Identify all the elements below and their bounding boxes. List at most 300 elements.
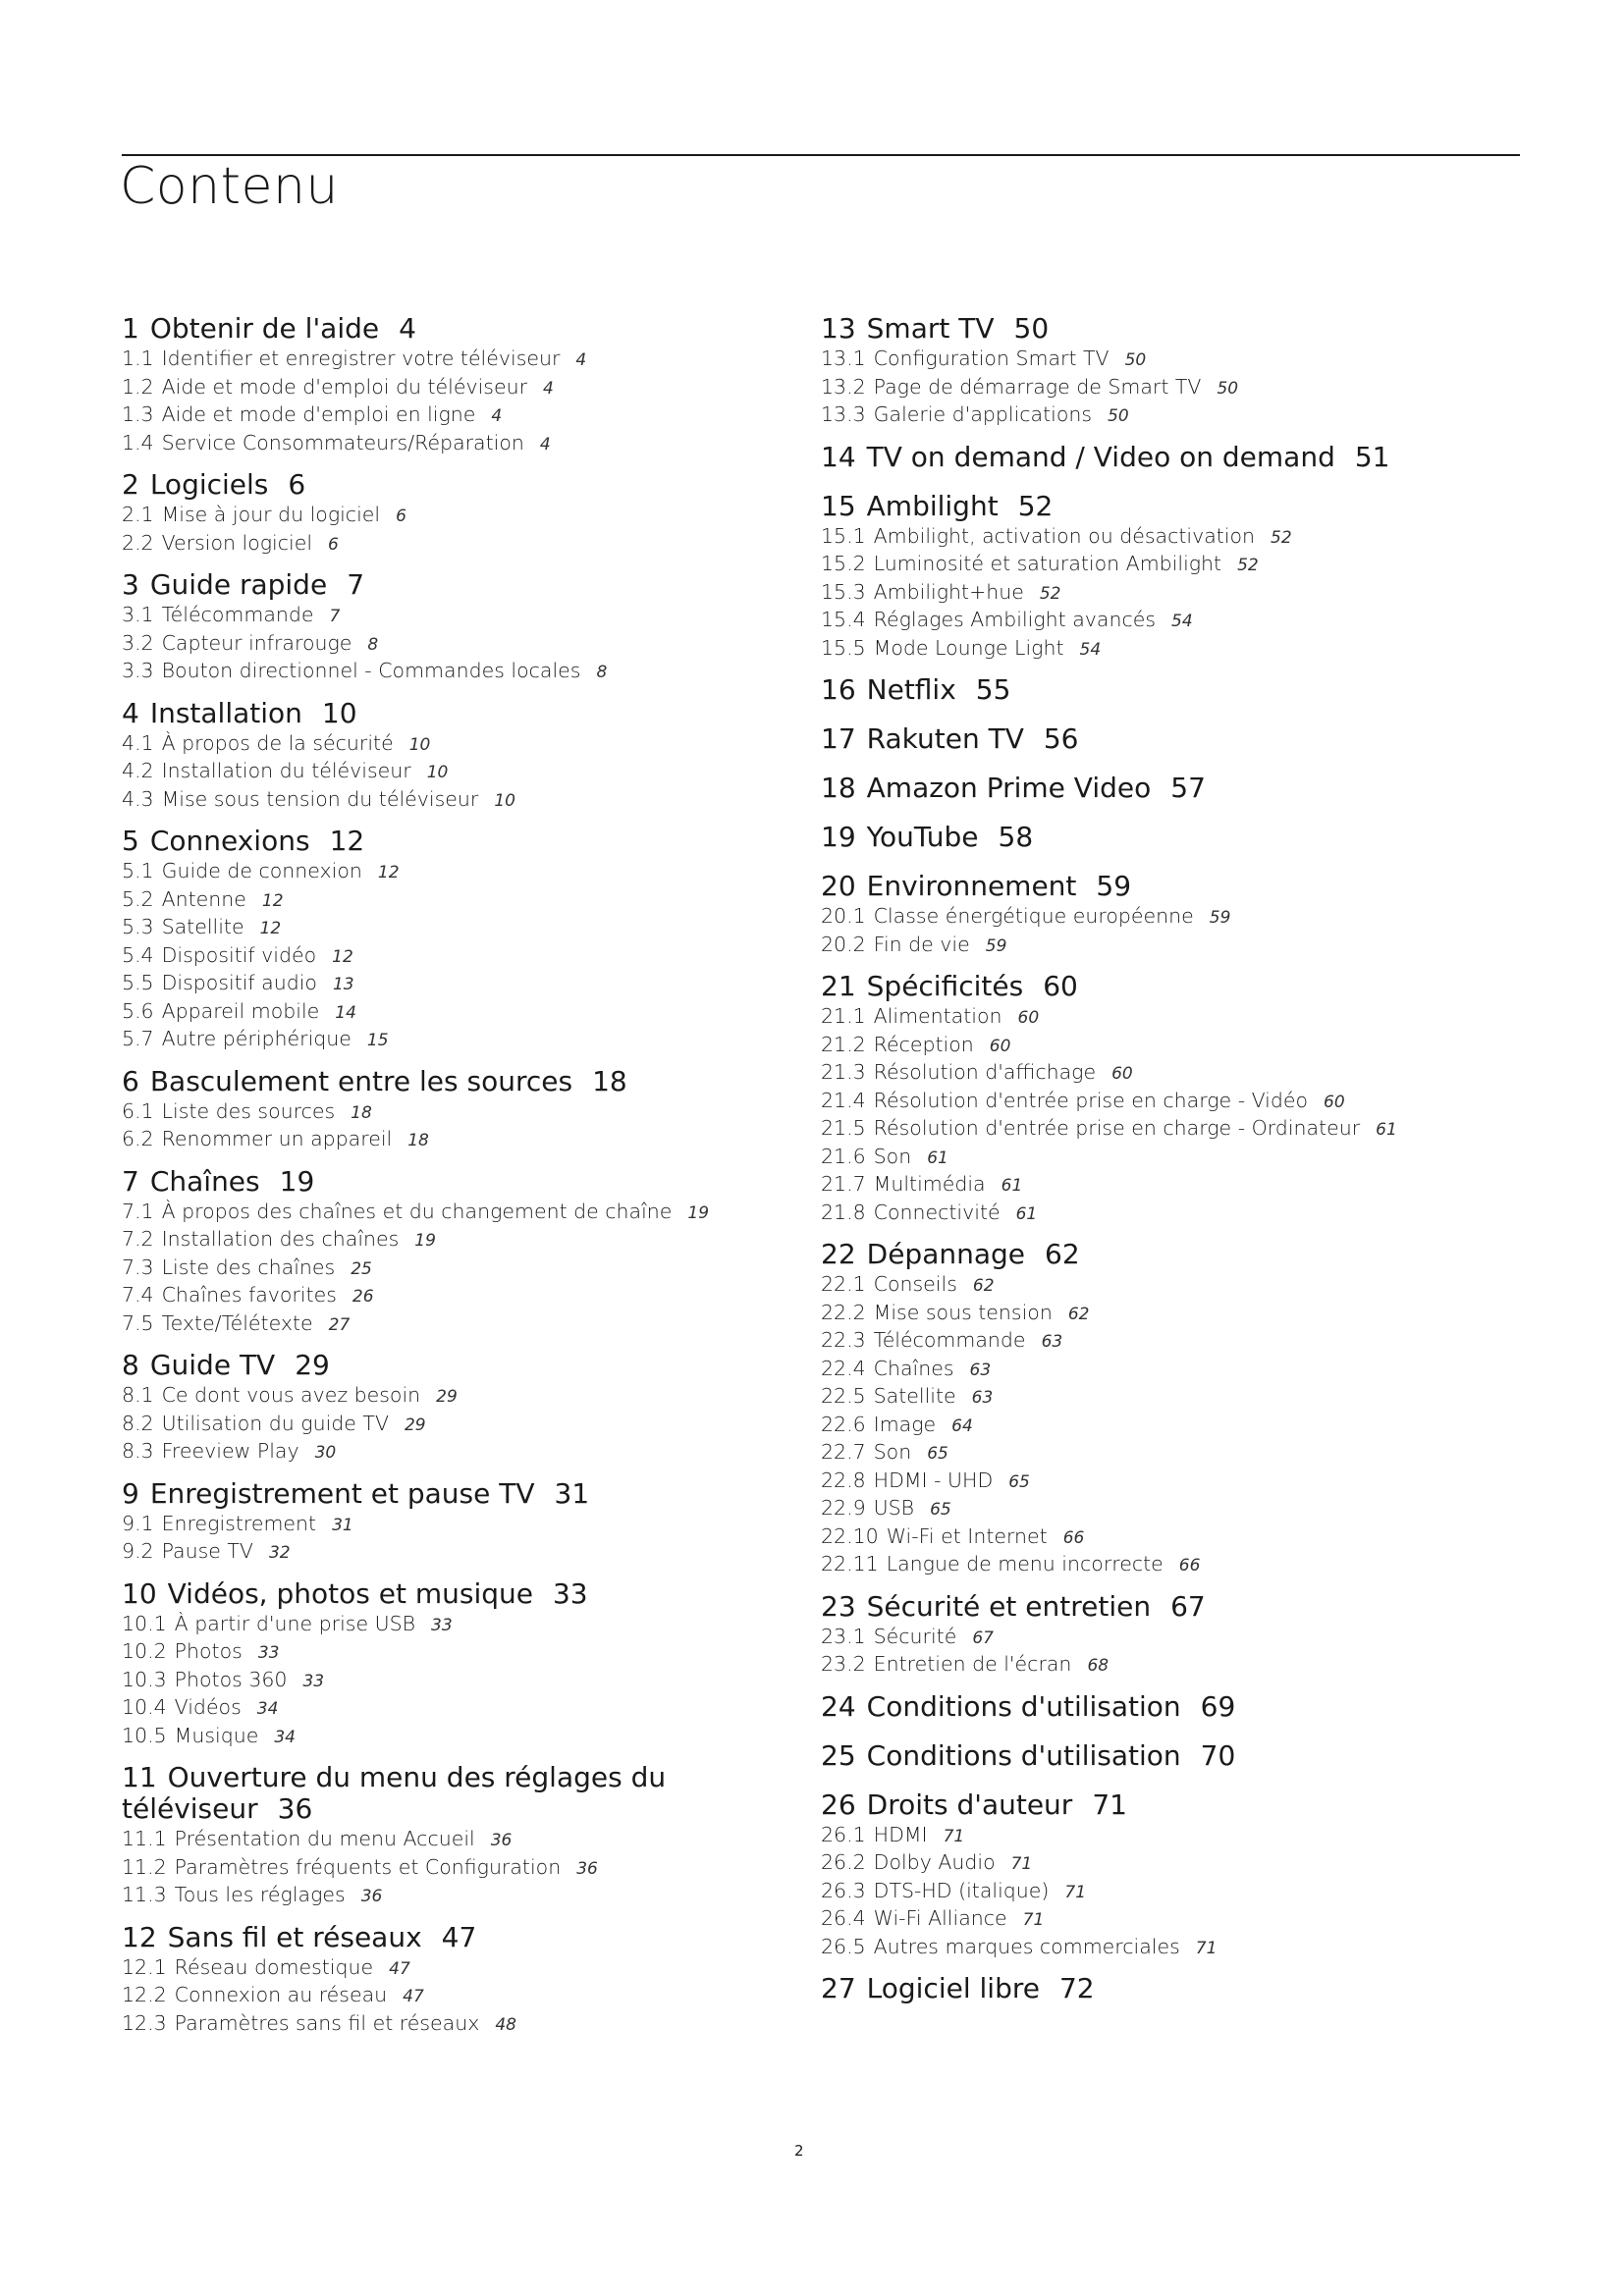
toc-section[interactable] xyxy=(122,786,750,815)
section-number: 22.11 xyxy=(821,1552,879,1575)
chapter-heading[interactable] xyxy=(821,770,1449,804)
toc-section[interactable] xyxy=(821,1495,1449,1523)
chapter-number: 21 xyxy=(821,970,856,1002)
section-list xyxy=(122,346,750,457)
section-page: 34 xyxy=(256,1699,279,1719)
chapter-title: Ambilight xyxy=(866,489,999,522)
chapter-page: 72 xyxy=(1058,1972,1095,2004)
chapter-number: 27 xyxy=(821,1972,856,2004)
section-number: 21.6 xyxy=(821,1144,866,1168)
chapter-page: 18 xyxy=(592,1064,627,1097)
section-page: 26 xyxy=(352,1287,374,1307)
chapter-heading[interactable] xyxy=(122,310,750,345)
toc-section[interactable] xyxy=(821,635,1449,664)
section-title: Fin de vie xyxy=(873,932,970,956)
toc-section[interactable] xyxy=(122,658,750,686)
section-title: Réseau domestique xyxy=(174,1954,374,1979)
section-page: 71 xyxy=(1010,1854,1033,1874)
toc-section[interactable] xyxy=(821,1905,1449,1934)
toc-section[interactable] xyxy=(122,1026,750,1054)
section-list xyxy=(821,1624,1449,1680)
section-title: Dispositif audio xyxy=(161,971,317,994)
chapter-page: 69 xyxy=(1200,1689,1236,1723)
chapter-number: 20 xyxy=(821,870,856,902)
section-page: 18 xyxy=(351,1102,372,1123)
chapter-heading[interactable] xyxy=(122,1475,750,1510)
section-title: Mode Lounge Light xyxy=(873,635,1064,660)
section-list xyxy=(821,1271,1449,1579)
toc-section[interactable] xyxy=(122,630,750,659)
section-list xyxy=(821,903,1449,959)
chapter-title: Sécurité et entretien xyxy=(866,1589,1152,1623)
section-page: 19 xyxy=(414,1231,436,1251)
chapter-page: 36 xyxy=(277,1792,313,1825)
toc-section[interactable] xyxy=(122,1382,750,1411)
section-title: À partir d'une prise USB xyxy=(174,1611,416,1635)
section-title: Galerie d'applications xyxy=(873,402,1093,426)
chapter-title: Dépannage xyxy=(866,1238,1026,1270)
toc-section[interactable] xyxy=(122,1098,750,1127)
chapter-heading[interactable] xyxy=(821,1688,1449,1723)
section-page: 10 xyxy=(408,734,431,755)
chapter-title: YouTube xyxy=(866,821,979,853)
section-page: 64 xyxy=(951,1415,973,1436)
section-page: 61 xyxy=(1001,1176,1023,1196)
section-number: 10.4 xyxy=(122,1695,167,1719)
section-page: 71 xyxy=(943,1826,965,1846)
section-number: 21.1 xyxy=(821,1004,866,1028)
section-number: 4.3 xyxy=(122,786,154,811)
section-number: 5.6 xyxy=(122,998,154,1023)
toc-chapter xyxy=(122,1063,750,1154)
section-title: Vidéos xyxy=(174,1695,242,1719)
section-title: Sécurité xyxy=(873,1624,957,1648)
toc-section[interactable] xyxy=(122,998,750,1027)
toc-section[interactable] xyxy=(122,1310,750,1339)
toc-section[interactable] xyxy=(821,1551,1449,1579)
section-title: Connectivité xyxy=(873,1200,1001,1224)
toc-section[interactable] xyxy=(821,1468,1449,1496)
section-list xyxy=(821,346,1449,430)
section-page: 4 xyxy=(543,378,554,399)
chapter-heading[interactable] xyxy=(122,1919,750,1953)
section-page: 65 xyxy=(930,1500,951,1520)
toc-section[interactable] xyxy=(122,914,750,942)
toc-section[interactable] xyxy=(821,1822,1449,1850)
toc-section[interactable] xyxy=(821,1849,1449,1878)
toc-section[interactable] xyxy=(122,1611,750,1639)
section-number: 5.1 xyxy=(122,859,154,882)
chapter-page: 7 xyxy=(347,568,365,601)
section-number: 22.8 xyxy=(821,1468,866,1492)
section-number: 10.2 xyxy=(122,1639,167,1663)
section-number: 26.2 xyxy=(821,1850,866,1874)
toc-section[interactable] xyxy=(821,1059,1449,1088)
chapter-heading[interactable] xyxy=(122,1063,750,1097)
section-page: 61 xyxy=(1015,1203,1038,1224)
toc-section[interactable] xyxy=(122,886,750,915)
section-page: 61 xyxy=(927,1148,948,1168)
section-number: 4.1 xyxy=(122,730,154,755)
toc-chapter xyxy=(821,310,1449,430)
section-list xyxy=(821,523,1449,664)
toc-section[interactable] xyxy=(821,1383,1449,1412)
chapter-page: 62 xyxy=(1045,1238,1080,1270)
section-title: Appareil mobile xyxy=(161,998,320,1023)
section-title: Configuration Smart TV xyxy=(873,347,1110,370)
toc-section[interactable] xyxy=(821,1523,1449,1552)
chapter-number: 12 xyxy=(122,1920,157,1953)
section-number: 11.1 xyxy=(122,1827,167,1850)
chapter-title: Logiciel libre xyxy=(866,1972,1040,2004)
section-number: 22.10 xyxy=(821,1523,879,1548)
page-title: Contenu xyxy=(120,157,339,216)
section-page: 6 xyxy=(396,507,406,526)
section-title: Identifier et enregistrer votre téléviseur xyxy=(161,347,561,370)
chapter-number: 11 xyxy=(122,1761,157,1793)
toc-chapter xyxy=(122,1347,750,1467)
section-title: Alimentation xyxy=(873,1004,1002,1028)
section-title: Ambilight+hue xyxy=(873,579,1024,604)
section-title: Classe énergétique européenne xyxy=(873,904,1194,928)
chapter-heading[interactable] xyxy=(821,868,1449,902)
toc-section[interactable] xyxy=(122,602,750,630)
section-title: Mise à jour du logiciel xyxy=(161,503,381,526)
toc-section[interactable] xyxy=(821,523,1449,552)
section-page: 19 xyxy=(687,1202,710,1223)
chapter-heading[interactable] xyxy=(122,823,750,857)
section-page: 50 xyxy=(1108,406,1129,426)
section-title: Chaînes favorites xyxy=(161,1283,337,1307)
chapter-page: 56 xyxy=(1043,722,1079,755)
section-title: Télécommande xyxy=(873,1328,1026,1352)
toc-section[interactable] xyxy=(122,1723,750,1751)
section-page: 10 xyxy=(426,763,449,782)
chapter-title: Netflix xyxy=(866,673,956,706)
chapter-heading[interactable] xyxy=(821,819,1449,853)
section-page: 52 xyxy=(1039,583,1061,604)
section-number: 20.1 xyxy=(821,904,866,928)
section-title: Dolby Audio xyxy=(873,1850,996,1874)
toc-section[interactable] xyxy=(122,374,750,402)
toc-section[interactable] xyxy=(821,1115,1449,1144)
section-number: 21.3 xyxy=(821,1060,866,1084)
section-page: 29 xyxy=(404,1415,426,1435)
chapter-page: 60 xyxy=(1043,970,1078,1002)
chapter-page: 50 xyxy=(1013,312,1050,345)
chapter-number: 25 xyxy=(821,1738,856,1772)
section-page: 12 xyxy=(377,863,400,882)
chapter-heading[interactable] xyxy=(122,1575,750,1610)
section-number: 21.4 xyxy=(821,1088,866,1112)
toc-section[interactable] xyxy=(122,970,750,998)
chapter-heading[interactable] xyxy=(821,488,1449,522)
section-number: 2.2 xyxy=(122,530,154,555)
section-title: Son xyxy=(873,1144,912,1168)
toc-section[interactable] xyxy=(122,401,750,430)
toc-section[interactable] xyxy=(122,430,750,458)
toc-chapter xyxy=(122,823,750,1054)
toc-section[interactable] xyxy=(122,1411,750,1439)
chapter-heading[interactable] xyxy=(821,721,1449,755)
section-page: 61 xyxy=(1376,1120,1397,1140)
chapter-page: 6 xyxy=(288,468,306,501)
section-list xyxy=(122,502,750,558)
toc-section[interactable] xyxy=(122,1882,750,1910)
chapter-number: 23 xyxy=(821,1589,856,1623)
chapter-page: 52 xyxy=(1017,489,1054,522)
section-title: Musique xyxy=(174,1723,259,1747)
toc-section[interactable] xyxy=(122,1667,750,1695)
toc-section[interactable] xyxy=(821,1878,1449,1906)
toc-section[interactable] xyxy=(821,1439,1449,1468)
section-title: Page de démarrage de Smart TV xyxy=(873,374,1202,399)
toc-section[interactable] xyxy=(821,1003,1449,1032)
chapter-heading[interactable] xyxy=(821,1787,1449,1821)
chapter-title: Logiciels xyxy=(149,468,269,501)
section-page: 29 xyxy=(436,1387,458,1407)
section-list xyxy=(122,1098,750,1154)
toc-section[interactable] xyxy=(821,932,1449,960)
toc-section[interactable] xyxy=(122,1511,750,1539)
section-title: Antenne xyxy=(161,886,246,911)
toc-section[interactable] xyxy=(122,1199,750,1227)
toc-section[interactable] xyxy=(821,551,1449,579)
section-title: Wi-Fi et Internet xyxy=(886,1523,1048,1548)
section-page: 36 xyxy=(576,1858,598,1879)
toc-section[interactable] xyxy=(122,758,750,786)
section-page: 60 xyxy=(1111,1064,1133,1084)
toc-section[interactable] xyxy=(122,1538,750,1567)
section-list xyxy=(122,1826,750,1910)
section-title: Conseils xyxy=(873,1272,957,1296)
toc-section[interactable] xyxy=(821,1088,1449,1116)
section-title: Entretien de l'écran xyxy=(873,1652,1072,1676)
toc-section[interactable] xyxy=(821,1327,1449,1356)
section-page: 12 xyxy=(332,946,353,967)
toc-section[interactable] xyxy=(821,1934,1449,1962)
section-page: 33 xyxy=(431,1615,453,1635)
toc-chapter xyxy=(821,439,1449,473)
toc-chapter xyxy=(122,1163,750,1339)
toc-section[interactable] xyxy=(122,530,750,559)
section-number: 7.2 xyxy=(122,1227,154,1251)
section-number: 7.4 xyxy=(122,1283,154,1307)
section-title: Présentation du menu Accueil xyxy=(174,1827,475,1850)
toc-section[interactable] xyxy=(122,1438,750,1467)
chapter-heading[interactable] xyxy=(122,1347,750,1381)
toc-section[interactable] xyxy=(821,401,1449,430)
section-title: Freeview Play xyxy=(161,1439,299,1463)
section-title: Wi-Fi Alliance xyxy=(873,1906,1007,1930)
toc-section[interactable] xyxy=(122,1826,750,1854)
chapter-heading[interactable] xyxy=(122,1163,750,1198)
chapter-number: 8 xyxy=(122,1349,139,1381)
section-title: Renommer un appareil xyxy=(161,1127,393,1150)
chapter-heading[interactable] xyxy=(821,1737,1449,1772)
section-page: 60 xyxy=(989,1036,1011,1056)
toc-section[interactable] xyxy=(821,607,1449,635)
chapter-title: Enregistrement et pause TV xyxy=(149,1476,535,1510)
toc-chapter xyxy=(821,819,1449,853)
section-title: Photos 360 xyxy=(174,1667,288,1691)
toc-section[interactable] xyxy=(122,1226,750,1255)
chapter-heading[interactable] xyxy=(122,1759,750,1825)
chapter-heading[interactable] xyxy=(122,695,750,729)
chapter-heading[interactable] xyxy=(821,968,1449,1002)
section-number: 5.3 xyxy=(122,915,154,938)
toc-section[interactable] xyxy=(122,1255,750,1283)
toc-section[interactable] xyxy=(122,2010,750,2039)
section-number: 26.5 xyxy=(821,1934,866,1958)
toc-chapter xyxy=(821,770,1449,804)
chapter-number: 18 xyxy=(821,772,856,804)
section-number: 15.2 xyxy=(821,552,866,575)
section-page: 36 xyxy=(360,1887,383,1906)
section-number: 22.9 xyxy=(821,1496,866,1520)
chapter-title: Conditions d'utilisation xyxy=(866,1738,1181,1772)
section-number: 11.2 xyxy=(122,1854,167,1879)
toc-section[interactable] xyxy=(122,942,750,971)
toc-section[interactable] xyxy=(122,346,750,374)
section-list xyxy=(122,730,750,815)
section-title: Satellite xyxy=(161,915,244,938)
section-number: 5.7 xyxy=(122,1027,154,1050)
section-list xyxy=(122,1511,750,1567)
toc-section[interactable] xyxy=(122,1638,750,1667)
section-number: 21.5 xyxy=(821,1116,866,1140)
toc-section[interactable] xyxy=(122,1282,750,1310)
chapter-heading[interactable] xyxy=(821,1236,1449,1270)
chapter-number: 16 xyxy=(821,673,856,706)
section-title: Paramètres fréquents et Configuration xyxy=(174,1854,562,1879)
toc-chapter xyxy=(821,868,1449,959)
toc-section[interactable] xyxy=(821,1356,1449,1384)
chapter-heading[interactable] xyxy=(821,1588,1449,1623)
chapter-title: Sans fil et réseaux xyxy=(167,1920,422,1953)
toc-section[interactable] xyxy=(122,502,750,530)
section-title: USB xyxy=(873,1496,915,1520)
chapter-number: 24 xyxy=(821,1689,856,1723)
section-title: Guide de connexion xyxy=(161,859,362,882)
toc-chapter xyxy=(821,1737,1449,1772)
toc-chapter xyxy=(122,695,750,815)
section-page: 50 xyxy=(1124,350,1147,370)
toc-section[interactable] xyxy=(821,1300,1449,1328)
toc-section[interactable] xyxy=(821,1144,1449,1172)
toc-section[interactable] xyxy=(821,1171,1449,1200)
section-title: Aide et mode d'emploi du téléviseur xyxy=(161,374,528,399)
section-page: 68 xyxy=(1087,1656,1110,1676)
section-page: 52 xyxy=(1271,527,1292,548)
section-number: 22.1 xyxy=(821,1272,866,1296)
section-number: 10.5 xyxy=(122,1723,167,1747)
toc-chapter xyxy=(821,1787,1449,1962)
section-number: 22.3 xyxy=(821,1328,866,1352)
toc-section[interactable] xyxy=(821,903,1449,932)
section-number: 11.3 xyxy=(122,1883,167,1906)
toc-section[interactable] xyxy=(821,1032,1449,1060)
section-number: 22.4 xyxy=(821,1356,866,1380)
toc-section[interactable] xyxy=(821,374,1449,402)
section-title: Installation du téléviseur xyxy=(161,759,411,782)
section-number: 2.1 xyxy=(122,503,154,526)
toc-section[interactable] xyxy=(821,579,1449,608)
chapter-number: 17 xyxy=(821,722,856,755)
section-page: 14 xyxy=(335,1002,356,1023)
toc-section[interactable] xyxy=(122,730,750,759)
chapter-heading[interactable] xyxy=(821,671,1449,706)
section-list xyxy=(821,1003,1449,1227)
section-number: 21.2 xyxy=(821,1032,866,1056)
toc-section[interactable] xyxy=(821,1624,1449,1652)
chapter-title: Installation xyxy=(149,696,302,729)
section-page: 25 xyxy=(351,1258,372,1279)
toc-section[interactable] xyxy=(122,1126,750,1154)
section-title: HDMI xyxy=(873,1822,928,1846)
chapter-heading[interactable] xyxy=(821,439,1449,473)
toc-section[interactable] xyxy=(821,1651,1449,1680)
chapter-number: 10 xyxy=(122,1576,157,1610)
chapter-heading[interactable] xyxy=(122,466,750,501)
section-page: 62 xyxy=(972,1276,995,1296)
section-page: 54 xyxy=(1171,612,1193,631)
section-page: 50 xyxy=(1217,378,1239,399)
toc-section[interactable] xyxy=(821,1412,1449,1440)
section-list xyxy=(122,858,750,1054)
section-number: 6.1 xyxy=(122,1098,154,1123)
section-page: 33 xyxy=(302,1671,325,1691)
section-number: 15.4 xyxy=(821,608,866,631)
toc-section[interactable] xyxy=(122,1982,750,2010)
toc-section[interactable] xyxy=(122,1954,750,1983)
chapter-number: 15 xyxy=(821,489,856,522)
toc-section[interactable] xyxy=(821,346,1449,374)
toc-chapter xyxy=(821,488,1449,664)
chapter-title: Guide TV xyxy=(149,1349,276,1381)
page-number: 2 xyxy=(794,2142,804,2160)
chapter-title: Obtenir de l'aide xyxy=(149,312,380,345)
chapter-page: 12 xyxy=(329,825,365,857)
chapter-heading[interactable] xyxy=(122,566,750,601)
chapter-heading[interactable] xyxy=(821,1970,1449,2004)
section-page: 31 xyxy=(332,1515,353,1535)
section-number: 15.5 xyxy=(821,635,866,660)
section-title: Dispositif vidéo xyxy=(161,942,317,967)
toc-section[interactable] xyxy=(821,1271,1449,1300)
section-title: Tous les réglages xyxy=(174,1883,346,1906)
section-title: Mise sous tension xyxy=(873,1300,1053,1324)
chapter-title: Smart TV xyxy=(866,312,995,345)
toc-chapter xyxy=(122,466,750,558)
toc-chapter xyxy=(122,1575,750,1751)
chapter-number: 9 xyxy=(122,1476,139,1510)
section-page: 54 xyxy=(1079,639,1102,660)
section-title: Ce dont vous avez besoin xyxy=(161,1383,421,1407)
section-number: 3.3 xyxy=(122,659,154,682)
chapter-page: 70 xyxy=(1200,1738,1236,1772)
section-title: Multimédia xyxy=(873,1172,986,1196)
toc-section[interactable] xyxy=(122,1694,750,1723)
chapter-number: 13 xyxy=(821,312,856,345)
toc-section[interactable] xyxy=(821,1200,1449,1228)
chapter-title: Amazon Prime Video xyxy=(866,772,1152,804)
toc-section[interactable] xyxy=(122,1854,750,1883)
chapter-heading[interactable] xyxy=(821,310,1449,345)
section-number: 23.1 xyxy=(821,1624,866,1648)
section-title: Photos xyxy=(174,1639,243,1663)
toc-section[interactable] xyxy=(122,858,750,886)
